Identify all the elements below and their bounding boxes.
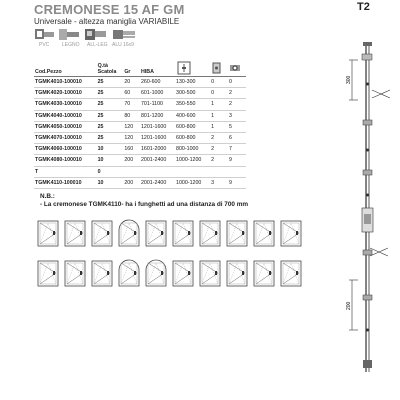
notes-line: - La cremonese TGMK4110- ha i funghetti ad una distanza di 700 mm [40,201,249,208]
cell-gr: 160 [123,144,140,155]
cell-gr: 120 [123,121,140,132]
window-opening-icon [279,219,303,247]
wood-profile-icon [58,28,80,41]
cell-code: TGMK4030-100010 [34,99,97,110]
window-opening-icon [225,219,249,247]
cell-code: TGMK4080-100010 [34,155,97,166]
cell-code: TGMK4040-100010 [34,110,97,121]
alu-wood-profile-icon [84,28,108,41]
category-code: T2 [357,1,370,13]
cell-c: 7 [228,144,246,155]
table-row [34,132,246,143]
cell-a: 400-600 [175,110,210,121]
cell-code: TGMK4050-100010 [34,121,97,132]
cell-qta: 25 [97,132,124,143]
product-title: CREMONESE 15 AF GM [34,2,185,17]
table-header-row [34,56,246,77]
cell-code: TGMK4020-100010 [34,88,97,99]
material-label-legno: LEGNO [62,42,80,48]
cell-hiba: 260-600 [140,77,175,88]
dimension-top-label: 300 [346,75,352,84]
header-qta-line1: Q.tà [97,63,108,69]
cell-gr: 80 [123,110,140,121]
cell-a: 130-300 [175,77,210,88]
table-row [34,121,246,132]
cell-a: 600-800 [175,132,210,143]
cell-gr: 120 [123,132,140,143]
window-opening-icon [225,259,249,287]
cell-code: TGMK4070-100010 [34,132,97,143]
window-opening-icon [171,259,195,287]
material-pvc [34,28,56,50]
cell-qta: 25 [97,99,124,110]
window-opening-icon [117,219,141,247]
cell-hiba: 601-1000 [140,88,175,99]
window-opening-icon [36,259,60,287]
notes-heading: N.B.: [40,193,55,200]
cell-hiba: 2001-2400 [140,177,175,188]
cell-a: 1000-1200 [175,177,210,188]
cell-c: 9 [228,177,246,188]
cell-hiba: 1601-2000 [140,144,175,155]
table-row [34,77,246,88]
pvc-profile-icon [34,28,56,41]
cell-hiba [140,166,175,177]
cell-c: 6 [228,132,246,143]
window-opening-icon [144,259,168,287]
window-opening-icon [117,259,141,287]
window-opening-icon [144,219,168,247]
cell-qta: 25 [97,110,124,121]
table-row [34,177,246,188]
mushroom-cam-icon [229,61,241,75]
material-all-leg [84,28,108,50]
cell-c: 2 [228,99,246,110]
product-subtitle: Universale - altezza maniglia VARIABILE [34,17,180,26]
product-table [34,56,246,189]
cell-qta: 25 [97,77,124,88]
cell-gr: 20 [123,77,140,88]
cell-gr: 200 [123,155,140,166]
table-row [34,110,246,121]
header-hiba: HIBA [140,56,175,77]
cell-b: 2 [210,144,228,155]
dimension-bottom-label: 200 [346,301,352,310]
material-alu [112,28,138,50]
cell-c [228,166,246,177]
cell-c: 5 [228,121,246,132]
cell-qta: 10 [97,144,124,155]
header-code: Cod.Pezzo [34,56,97,77]
window-opening-icon [63,259,87,287]
material-label-alu: ALU 16x9 [112,42,134,48]
cell-b: 0 [210,77,228,88]
cremone-rod-drawing [344,40,400,380]
table-row [34,99,246,110]
cell-hiba: 1201-1600 [140,121,175,132]
cell-a [175,166,210,177]
cell-gr [123,166,140,177]
cell-c: 0 [228,77,246,88]
header-mushroom-icon [228,56,246,77]
cell-b: 3 [210,177,228,188]
header-handle-height-icon [175,56,210,77]
window-opening-icon [198,259,222,287]
cell-qta: 25 [97,121,124,132]
cell-b: 1 [210,110,228,121]
window-opening-icon [90,219,114,247]
table-row [34,144,246,155]
window-opening-icon [279,259,303,287]
cell-b: 1 [210,99,228,110]
cell-b [210,166,228,177]
cell-b: 2 [210,132,228,143]
notes-block [40,193,248,209]
cell-a: 300-500 [175,88,210,99]
cell-code: TGMK4110-100010 [34,177,97,188]
window-opening-icon [90,259,114,287]
window-opening-icon [36,219,60,247]
alu-profile-icon [112,28,138,41]
cell-a: 800-1000 [175,144,210,155]
cell-gr: 70 [123,99,140,110]
table-row [34,155,246,166]
cell-c: 2 [228,88,246,99]
cell-a: 600-800 [175,121,210,132]
window-opening-icon [252,219,276,247]
cell-code: TGMK4010-100010 [34,77,97,88]
cell-gr: 60 [123,88,140,99]
table-row [34,166,246,177]
window-opening-icon [252,259,276,287]
header-qta [97,56,124,77]
header-gr: Gr [123,56,140,77]
window-opening-icon [198,219,222,247]
cell-qta: 10 [97,155,124,166]
window-opening-icon [171,219,195,247]
window-opening-icon [63,219,87,247]
header-qta-line2: Scatola [97,69,117,75]
table-row [34,88,246,99]
cell-code: TGMK4060-100010 [34,144,97,155]
material-label-pvc: PVC [39,42,50,48]
cell-gr: 200 [123,177,140,188]
cell-qta: 25 [97,88,124,99]
cell-hiba: 701-1100 [140,99,175,110]
cell-b: 1 [210,121,228,132]
locking-point-icon [211,61,223,75]
material-legno [58,28,80,50]
cell-b: 0 [210,88,228,99]
header-locking-point-icon [210,56,228,77]
cell-a: 350-550 [175,99,210,110]
cell-hiba: 1201-1600 [140,132,175,143]
cell-a: 1000-1200 [175,155,210,166]
cell-hiba: 2001-2400 [140,155,175,166]
cell-c: 3 [228,110,246,121]
material-label-all-leg: ALL-LEG [87,42,108,48]
cell-c: 9 [228,155,246,166]
cell-code: T [34,166,97,177]
cell-qta: 10 [97,177,124,188]
cell-b: 2 [210,155,228,166]
cell-qta: 0 [97,166,124,177]
handle-height-icon [176,61,192,75]
cell-hiba: 801-1200 [140,110,175,121]
